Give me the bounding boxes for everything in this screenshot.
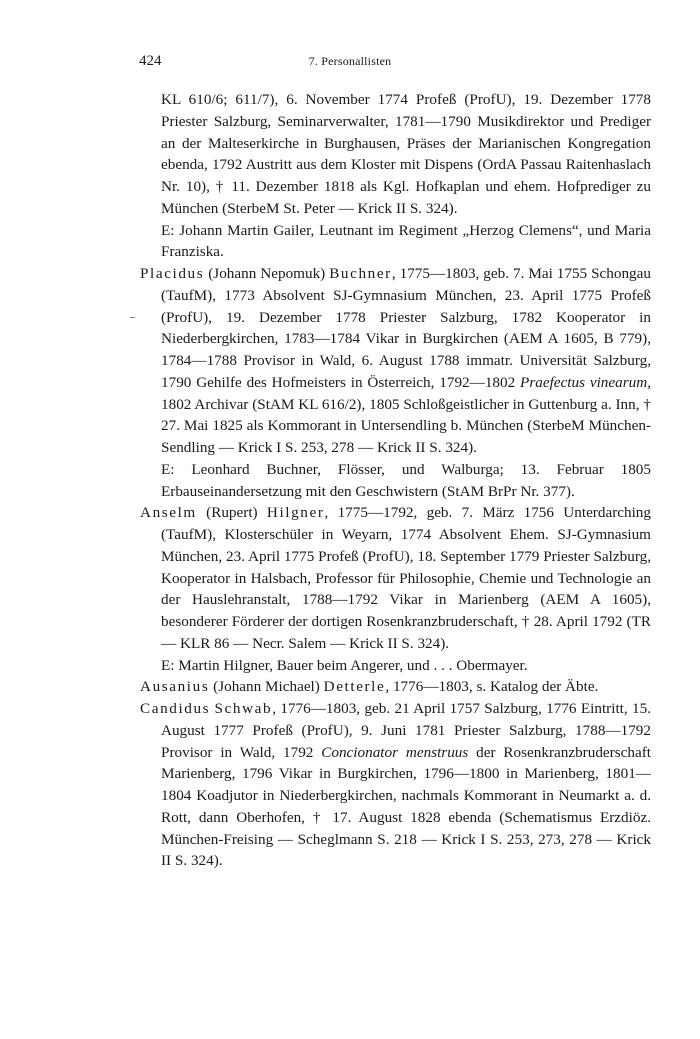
surname: Hilgner [266,504,325,522]
entry-text: , 1776—1803, s. Katalog der Äbte. [385,678,599,696]
surname: Schwab [214,700,273,717]
entry-buchner [140,263,651,459]
entry-text: , 1775—1792, geb. 7. März 1756 Unterdarching (TaufM), Klosterschüler in Weyarn, 1774 Absolvent Ehem. SJ-Gymnasium München, 23. April 1775 Profeß (ProfU), 18. September 1779 Priester Salzburg, Kooperator in Halsbach, Professor für Philosophie, Chemie und Technologie an der Hauslehranstalt, 1788—1792 Vikar in Marienberg (AEM A 1605), besonderer Förderer der dortigen Rosenkranzbruderschaft, † 28. April 1792 (TR — KLR 86 — Necr. Salem — Krick II S. 324). [161,504,651,652]
entry-schwab [140,698,651,872]
entry-detterle [140,676,651,698]
entry-text: , 1802 Archivar (StAM KL 616/2), 1805 Schloßgeistlicher in Guttenburg a. Inn, † 27. Mai 1825 als Kommorant in Untersendling b. München (SterbeM München-Sendling — Krick I S. 253, 278 — Krick II S. 324). [161,373,651,456]
religious-name: Candidus [140,700,211,717]
entry-family-note: E: Johann Martin Gailer, Leutnant im Regiment „Herzog Clemens“, und Maria Franziska. [161,221,651,261]
entry-text: , 1776—1803, geb. 21 April 1757 Salzburg, 1776 Eintritt, 15. August 1777 Profeß (ProfU), 9. Juni 1781 Priester Salzburg, 1788—1792 Provisor in Wald, 1792 [161,700,652,761]
entry-family-note: E: Leonhard Buchner, Flösser, und Walburga; 13. Februar 1805 Erbauseinandersetzung mit den Geschwistern (StAM BrPr Nr. 377). [161,460,651,500]
religious-name: Placidus [140,265,205,282]
entry-text: , 1775—1803, geb. 7. Mai 1755 Schongau (TaufM), 1773 Absolvent SJ-Gymnasium München, 23. April 1775 Profeß (ProfU), 19. Dezember 1778 Priester Salzburg, 1782 Kooperator in Niederbergkirchen, 1783—1784 Vikar in Burgkirchen (AEM A 1605, B 779), 1784—1788 Provisor in Wald, 6. August 1788 immatr. Universität Salzburg, 1790 Gehilfe des Hofmeisters in Österreich, 1792—1802 [161,265,651,391]
religious-name: Ausanius [140,678,210,696]
surname: Buchner [329,265,392,282]
baptismal-name: (Johann Michael) [209,678,324,696]
religious-name: Anselm [140,504,197,522]
entry-family-note: E: Martin Hilgner, Bauer beim Angerer, und . . . Obermayer. [161,656,528,674]
page-number: 424 [139,53,162,69]
page-body [140,89,651,872]
italic-title: Concionator menstruus [321,743,469,761]
entry-continuation: KL 610/6; 611/7), 6. November 1774 Profeß (ProfU), 19. Dezember 1778 Priester Salzburg, Seminarverwalter, 1781—1790 Musikdirektor und Prediger an der Malteserkirche in Burghausen, Präses der Marianischen Kongregation ebenda, 1792 Austritt aus dem Kloster mit Dispens (OrdA Passau Raitenhaslach Nr. 10), † 11. Dezember 1818 als Kgl. Hofkaplan und ehem. Hofprediger zu München (SterbeM St. Peter — Krick II S. 324). [161,91,651,217]
entry-hilgner [140,502,651,654]
baptismal-name: (Johann Nepomuk) [204,265,330,282]
baptismal-name: (Rupert) [196,504,267,522]
margin-mark [130,317,135,318]
page-header [0,53,700,75]
italic-title: Praefectus vinearum [520,373,648,391]
running-head: 7. Personallisten [308,54,392,68]
entry-text: der Rosenkranzbruderschaft Marienberg, 1796 Vikar in Burgkirchen, 1796—1800 in Marienberg, 1801—1804 Koadjutor in Niederbergkirchen, nachmals Kommorant in Neumarkt a. d. Rott, dann Oberhofen, † 17. August 1828 ebenda (Schematismus Erzdiöz. München-Freising — Scheglmann S. 218 — Krick I S. 253, 273, 278 — Krick II S. 324). [161,743,651,870]
surname: Detterle [323,678,386,696]
